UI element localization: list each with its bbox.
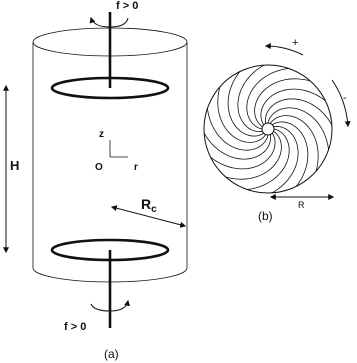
spiral-groove: [226, 131, 282, 179]
axis-r-label: r: [134, 162, 138, 173]
spiral-groove: [207, 108, 268, 150]
panel-b-caption: (b): [258, 209, 273, 223]
cylinder-radius-subscript: c: [151, 204, 157, 215]
coordinate-axes: [95, 129, 138, 173]
cylinder-radius-label: $R_c$: [141, 196, 157, 215]
axis-z-label: z: [99, 129, 104, 140]
axis-origin-label: O: [95, 162, 103, 173]
spiral-groove: [247, 68, 289, 129]
panel-a-caption: (a): [104, 347, 119, 361]
spiral-groove: [255, 79, 311, 127]
panel-a: [6, 0, 187, 361]
disk-radius-label: R: [298, 200, 305, 210]
top-rotation-label: f > 0: [116, 0, 139, 12]
spiral-groove: [218, 87, 266, 143]
disk-center-hub: [262, 123, 274, 135]
spiral-groove: [247, 129, 289, 190]
spiral-groove: [268, 108, 329, 150]
height-label: H: [10, 158, 20, 173]
bottom-rotation-label: f > 0: [64, 321, 87, 333]
positive-rotation-label: +: [292, 37, 299, 49]
panel-b: [204, 37, 348, 223]
spiral-groove: [270, 116, 318, 172]
negative-rotation-label: -: [343, 92, 347, 104]
